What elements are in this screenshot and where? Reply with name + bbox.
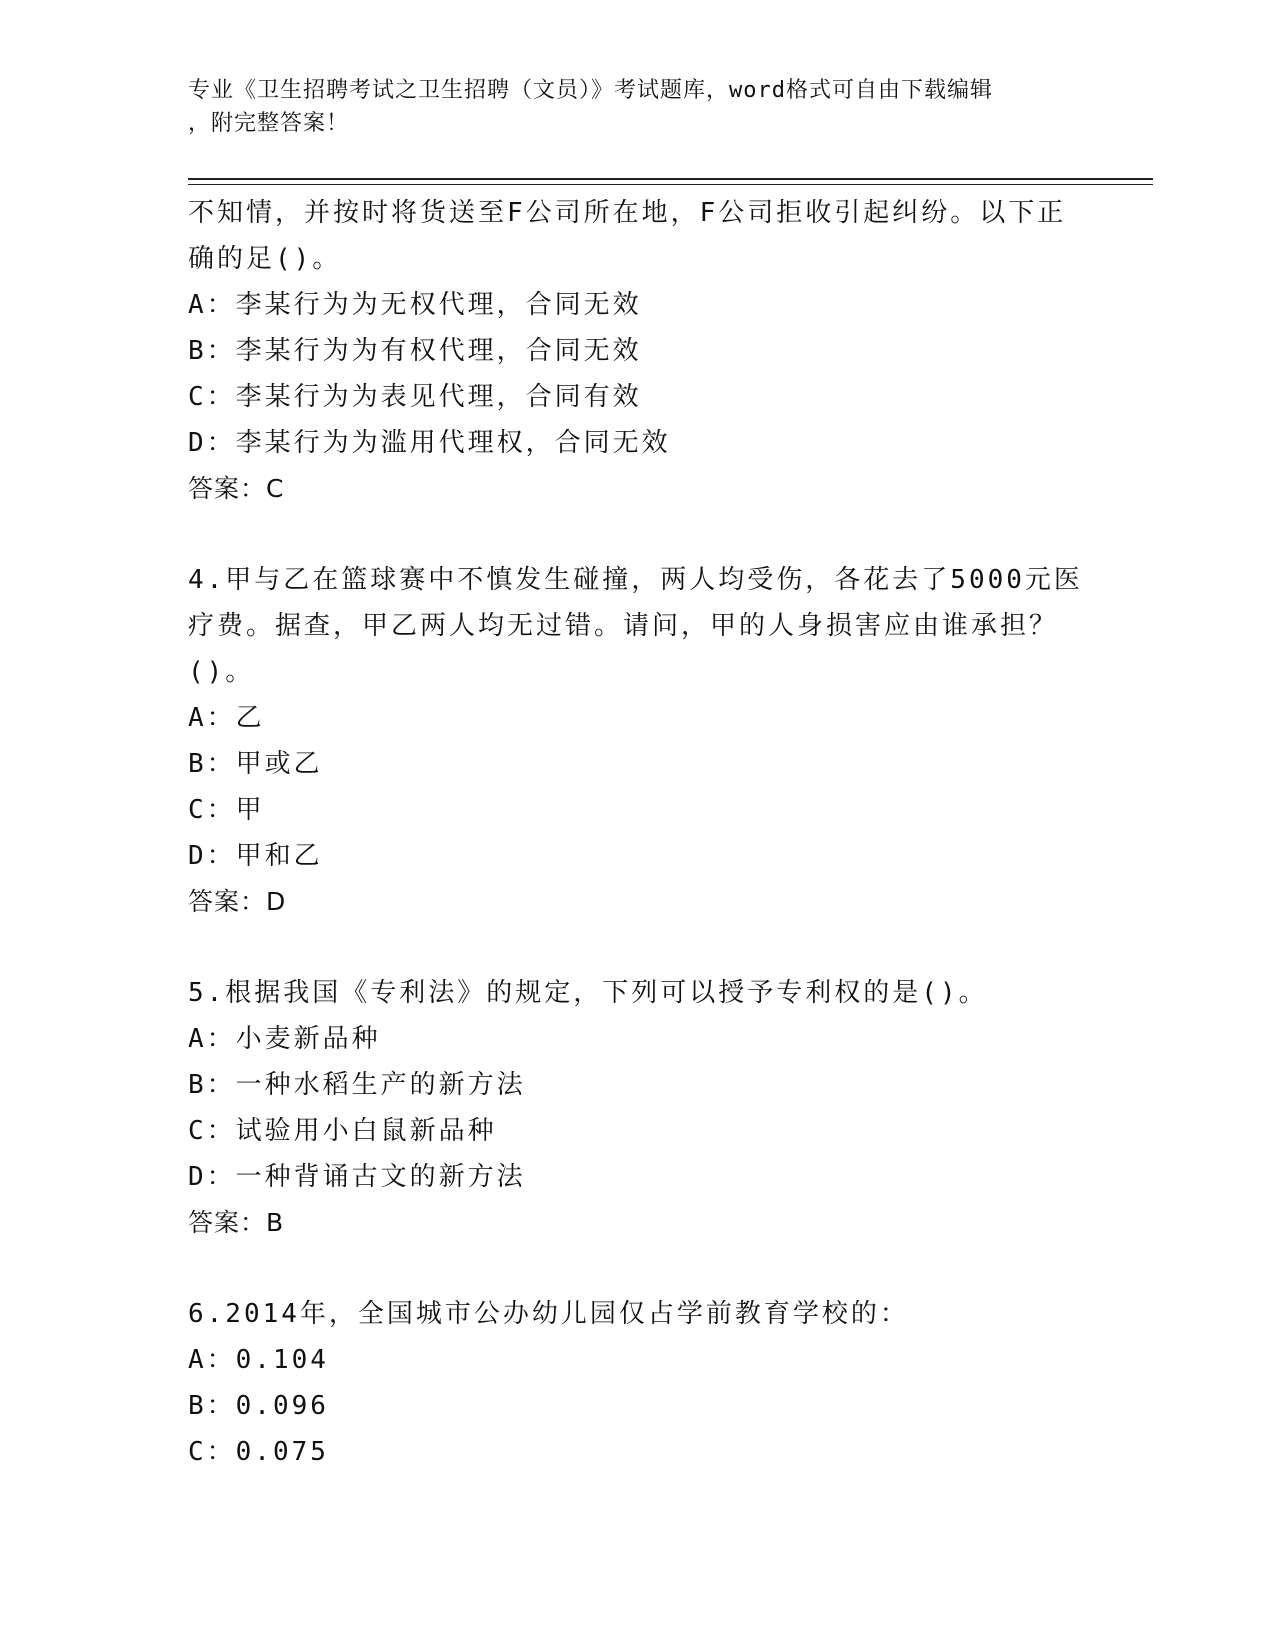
- spacer: [188, 925, 1088, 970]
- question-5: [188, 970, 1088, 1246]
- option-d: D：李某行为为滥用代理权，合同无效: [188, 428, 671, 458]
- spacer: [188, 1246, 1088, 1291]
- option-a: A：乙: [188, 703, 265, 733]
- header-divider-thin: [188, 184, 1153, 185]
- question-stem-line: 确的足()。: [188, 244, 342, 274]
- option-d: D：一种背诵古文的新方法: [188, 1162, 526, 1192]
- option-b: B：一种水稻生产的新方法: [188, 1070, 526, 1100]
- answer-line: 答案：B: [188, 1208, 285, 1237]
- question-stem-line: 疗费。据查，甲乙两人均无过错。请问，甲的人身损害应由谁承担？: [188, 611, 1059, 641]
- question-stem-line: 不知情，并按时将货送至F公司所在地，F公司拒收引起纠纷。以下正: [188, 198, 1067, 228]
- question-3: [188, 190, 1088, 512]
- question-stem-line: 6.2014年，全国城市公办幼儿园仅占学前教育学校的：: [188, 1299, 909, 1329]
- option-b: B：甲或乙: [188, 749, 323, 779]
- question-6: [188, 1291, 1088, 1475]
- option-b: B：0.096: [188, 1391, 329, 1421]
- option-d: D：甲和乙: [188, 841, 323, 871]
- question-stem-line: 5.根据我国《专利法》的规定，下列可以授予专利权的是()。: [188, 978, 988, 1008]
- header-line-2: ，附完整答案！: [188, 111, 350, 136]
- option-c: C：试验用小白鼠新品种: [188, 1116, 497, 1146]
- question-4: [188, 557, 1088, 925]
- option-a: A：0.104: [188, 1345, 329, 1375]
- option-b: B：李某行为为有权代理，合同无效: [188, 336, 642, 366]
- document-body: [188, 190, 1088, 1475]
- question-stem-line: ()。: [188, 657, 255, 687]
- option-c: C：李某行为为表见代理，合同有效: [188, 382, 642, 412]
- header-divider-thick: [188, 178, 1153, 180]
- question-stem-line: 4.甲与乙在篮球赛中不慎发生碰撞，两人均受伤，各花去了5000元医: [188, 565, 1083, 595]
- option-a: A：小麦新品种: [188, 1024, 381, 1054]
- header-line-1: 专业《卫生招聘考试之卫生招聘（文员）》考试题库，word格式可自由下载编辑: [188, 78, 993, 103]
- document-header: [188, 74, 1088, 140]
- option-c: C：0.075: [188, 1437, 329, 1467]
- option-a: A：李某行为为无权代理，合同无效: [188, 290, 642, 320]
- answer-line: 答案：D: [188, 887, 287, 916]
- spacer: [188, 512, 1088, 557]
- option-c: C：甲: [188, 795, 265, 825]
- answer-line: 答案：C: [188, 474, 285, 503]
